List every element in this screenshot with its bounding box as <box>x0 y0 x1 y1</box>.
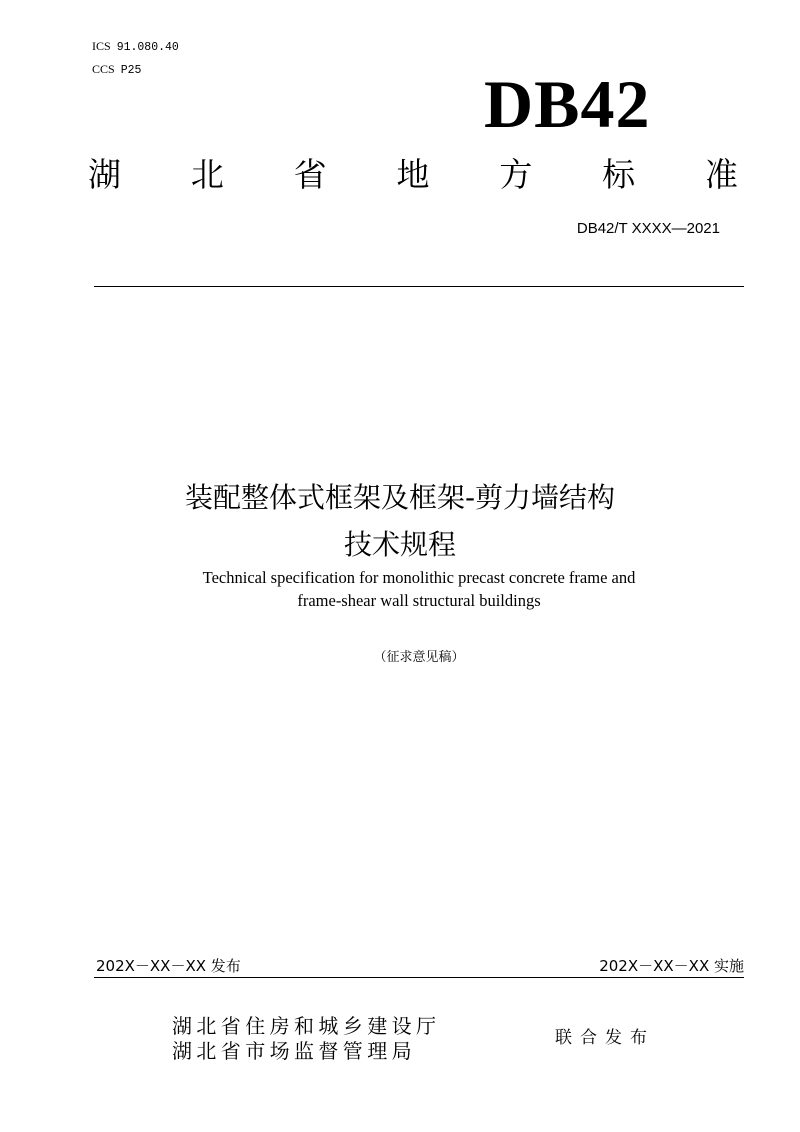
ccs-code: P25 <box>120 64 142 77</box>
draft-status-note: （征求意见稿） <box>373 650 465 665</box>
title-chinese-line-2: 技术规程 <box>343 528 456 561</box>
standard-type-char: 省 <box>293 155 327 194</box>
standard-type-char: 湖 <box>88 155 121 194</box>
ics-code: 91.080.40 <box>116 41 179 54</box>
ccs-label: CCS <box>92 62 115 76</box>
standard-type-heading <box>88 152 738 198</box>
title-chinese-line-1: 装配整体式框架及框架-剪力墙结构 <box>184 481 616 514</box>
standard-brand-code: DB42 <box>484 66 651 142</box>
footer-divider <box>94 977 744 978</box>
joint-issue-label: 联合发布 <box>555 1028 655 1048</box>
title-english-line-2: frame-shear wall structural buildings <box>297 591 541 610</box>
header-divider <box>94 286 744 287</box>
issuer-market-regulation-bureau: 湖北省市场监督管理局 <box>172 1039 416 1063</box>
ics-code-line <box>92 39 179 55</box>
standard-number: DB42/T XXXX—2021 <box>576 220 720 237</box>
standard-type-char: 地 <box>396 155 430 194</box>
issue-date: 202X－XX－XX 发布 <box>96 957 241 975</box>
ccs-code-line <box>92 62 141 78</box>
standard-type-char: 标 <box>602 155 636 194</box>
issuer-housing-department: 湖北省住房和城乡建设厅 <box>172 1014 441 1038</box>
standard-type-char: 准 <box>704 155 738 194</box>
title-english-line-1: Technical specification for monolithic precast concrete frame and <box>202 568 636 587</box>
implementation-date: 202X－XX－XX 实施 <box>599 957 744 975</box>
standard-type-char: 北 <box>190 155 224 194</box>
ics-label: ICS <box>92 39 111 53</box>
standard-type-char: 方 <box>499 155 533 194</box>
